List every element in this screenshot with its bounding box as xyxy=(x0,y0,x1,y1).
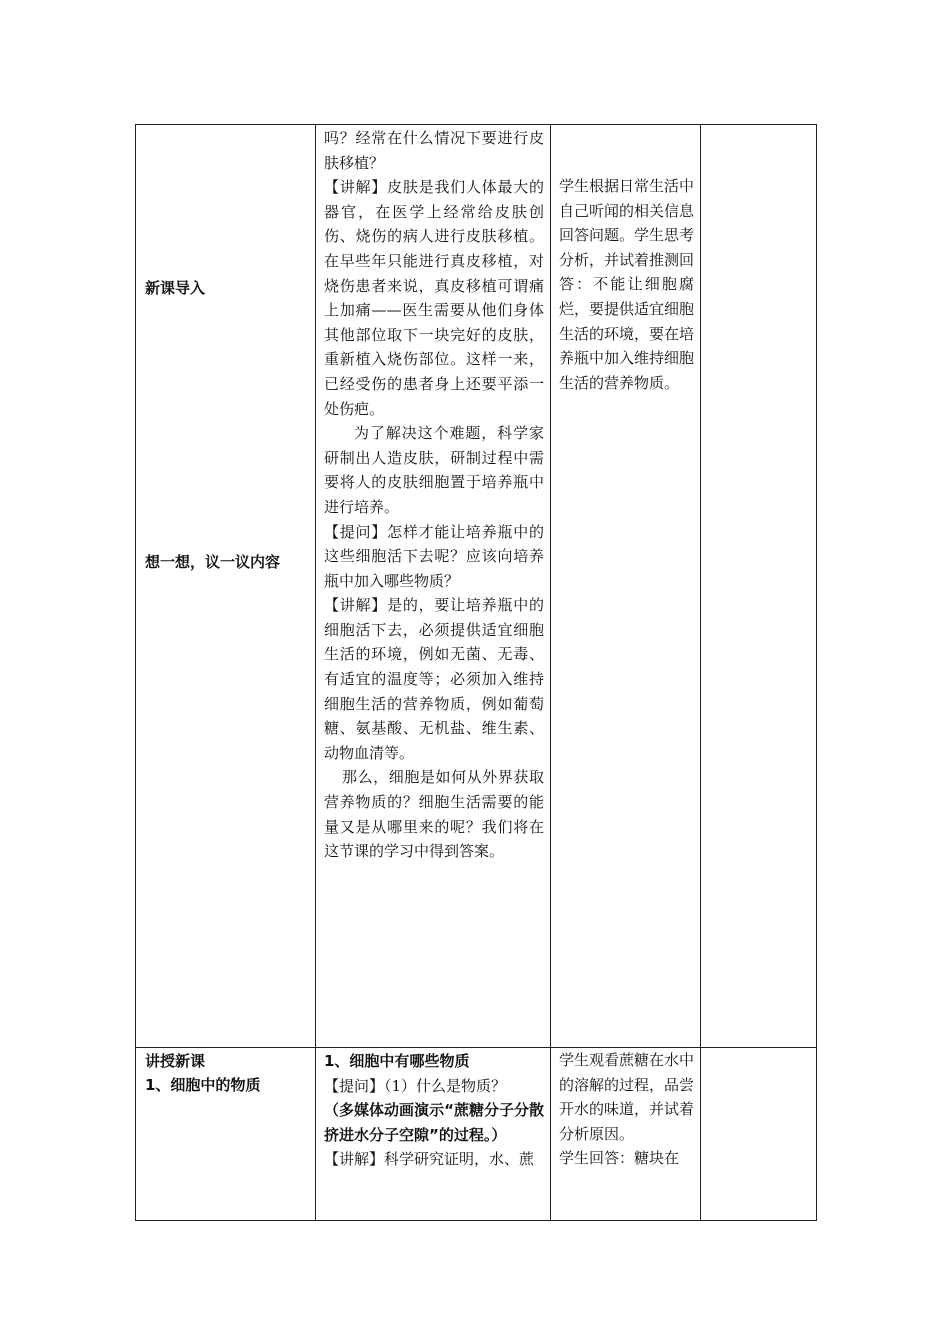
teacher-text: 【讲解】科学研究证明，水、蔗 xyxy=(324,1150,535,1169)
table-row xyxy=(136,125,817,1048)
teacher-text: 【提问】（1）什么是物质？ xyxy=(324,1076,507,1095)
student-text: 学生回答：糖块在 xyxy=(559,1149,680,1168)
stage-label-new-lesson: 讲授新课 xyxy=(145,1052,206,1070)
section-heading: 1、细胞中有哪些物质 xyxy=(324,1052,470,1070)
teacher-text: 为了解决这个难题，科学家研制出人造皮肤，研制过程中需要将人的皮肤细胞置于培养瓶中进行培养。 xyxy=(324,424,544,516)
notes-cell xyxy=(701,1048,817,1221)
teacher-text: 【提问】怎样才能让培养瓶中的这些细胞活下去呢？应该向培养瓶中加入哪些物质？ xyxy=(324,522,544,590)
stage-cell xyxy=(136,125,316,1048)
student-activity-cell xyxy=(551,1048,701,1221)
lesson-plan-table xyxy=(135,124,817,1221)
table-row xyxy=(136,1048,817,1221)
student-activity-cell xyxy=(551,125,701,1048)
stage-cell xyxy=(136,1048,316,1221)
student-text: 学生根据日常生活中自己听闻的相关信息回答问题。学生思考分析，并试着推测回答：不能让细胞腐烂，要提供适宜细胞生活的环境，要在培养瓶中加入维持细胞生活的营养物质。 xyxy=(559,177,695,392)
teacher-text: 吗？经常在什么情况下要进行皮肤移植？ xyxy=(324,129,544,172)
notes-cell xyxy=(701,125,817,1048)
teacher-activity-cell xyxy=(316,1048,551,1221)
teacher-text: 【讲解】皮肤是我们人体最大的器官，在医学上经常给皮肤创伤、烧伤的病人进行皮肤移植。在早些年只能进行真皮移植，对烧伤患者来说，真皮移植可谓痛上加痛——医生需要从他们身体其他部位取下一块完好的皮肤，重新植入烧伤部位。这样一来，已经受伤的患者身上还要平添一处伤疤。 xyxy=(324,178,544,418)
stage-label-intro: 新课导入 xyxy=(145,279,206,297)
stage-label-section: 1、细胞中的物质 xyxy=(145,1076,261,1094)
teacher-text: 【讲解】是的，要让培养瓶中的细胞活下去，必须提供适宜细胞生活的环境，例如无菌、无毒、有适宜的温度等；必须加入维持细胞生活的营养物质，例如葡萄糖、氨基酸、无机盐、维生素、动物血清等。 xyxy=(324,596,544,762)
teacher-activity-cell xyxy=(316,125,551,1048)
student-text: 学生观看蔗糖在水中的溶解的过程，品尝开水的味道，并试着分析原因。 xyxy=(559,1051,695,1143)
media-note: （多媒体动画演示“蔗糖分子分散挤进水分子空隙”的过程。） xyxy=(324,1101,544,1144)
stage-label-discuss: 想一想，议一议内容 xyxy=(145,553,281,571)
teacher-text: 那么，细胞是如何从外界获取营养物质的？细胞生活需要的能量又是从哪里来的呢？我们将在这节课的学习中得到答案。 xyxy=(324,768,544,861)
